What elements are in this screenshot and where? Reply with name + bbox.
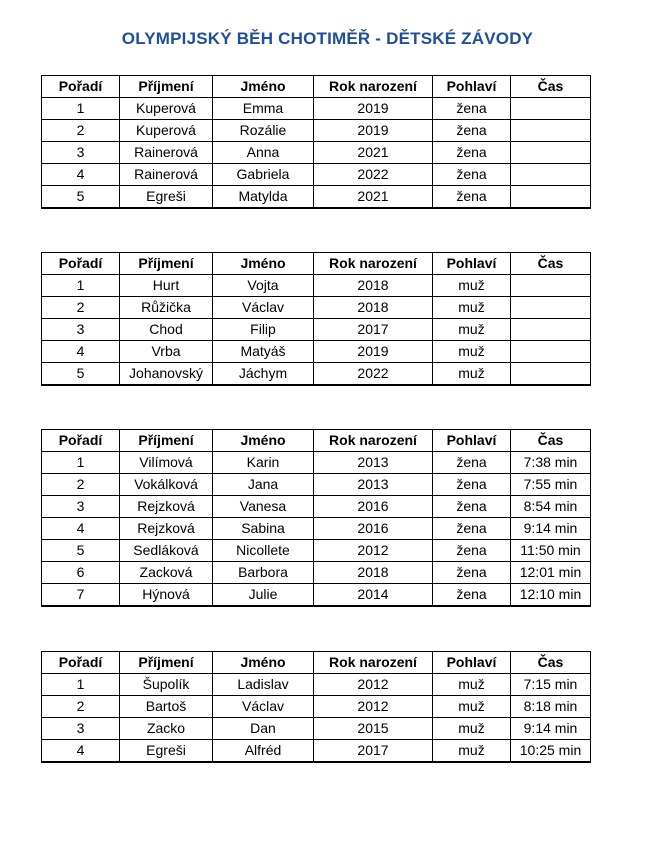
cell-time: 9:14 min [511, 518, 591, 540]
cell-gender: žena [433, 452, 511, 474]
table-row [42, 275, 591, 297]
cell-first-name: Václav [213, 696, 314, 718]
table-row [42, 584, 591, 607]
table-row [42, 186, 591, 209]
cell-time [511, 164, 591, 186]
cell-first-name: Matylda [213, 186, 314, 209]
cell-time [511, 142, 591, 164]
cell-time: 7:15 min [511, 674, 591, 696]
cell-gender: žena [433, 164, 511, 186]
table-row [42, 363, 591, 386]
cell-surname: Chod [120, 319, 213, 341]
table-row [42, 674, 591, 696]
cell-first-name: Jáchym [213, 363, 314, 386]
cell-first-name: Karin [213, 452, 314, 474]
cell-birth-year: 2021 [314, 142, 433, 164]
column-header-time: Čas [511, 253, 591, 275]
cell-time: 8:54 min [511, 496, 591, 518]
cell-rank: 4 [42, 518, 120, 540]
table-row [42, 297, 591, 319]
column-header-first-name: Jméno [213, 652, 314, 674]
column-header-birth-year: Rok narození [314, 430, 433, 452]
table-row [42, 518, 591, 540]
table-row [42, 341, 591, 363]
cell-birth-year: 2018 [314, 275, 433, 297]
column-header-rank: Pořadí [42, 253, 120, 275]
column-header-first-name: Jméno [213, 253, 314, 275]
header-row [42, 430, 591, 452]
cell-time: 9:14 min [511, 718, 591, 740]
cell-rank: 4 [42, 164, 120, 186]
cell-first-name: Barbora [213, 562, 314, 584]
cell-time: 11:50 min [511, 540, 591, 562]
cell-time [511, 363, 591, 386]
cell-surname: Rejzková [120, 518, 213, 540]
table-row [42, 98, 591, 120]
cell-rank: 4 [42, 740, 120, 763]
cell-rank: 1 [42, 275, 120, 297]
column-header-surname: Příjmení [120, 430, 213, 452]
table-row [42, 164, 591, 186]
cell-gender: žena [433, 518, 511, 540]
header-row [42, 76, 591, 98]
cell-time [511, 98, 591, 120]
cell-first-name: Emma [213, 98, 314, 120]
cell-surname: Johanovský [120, 363, 213, 386]
cell-gender: muž [433, 718, 511, 740]
cell-first-name: Nicollete [213, 540, 314, 562]
cell-first-name: Alfréd [213, 740, 314, 763]
column-header-time: Čas [511, 430, 591, 452]
cell-rank: 5 [42, 540, 120, 562]
table-row [42, 319, 591, 341]
column-header-surname: Příjmení [120, 76, 213, 98]
column-header-rank: Pořadí [42, 652, 120, 674]
cell-birth-year: 2013 [314, 452, 433, 474]
column-header-surname: Příjmení [120, 253, 213, 275]
column-header-gender: Pohlaví [433, 253, 511, 275]
cell-birth-year: 2022 [314, 363, 433, 386]
cell-surname: Hýnová [120, 584, 213, 607]
table-row [42, 718, 591, 740]
column-header-surname: Příjmení [120, 652, 213, 674]
column-header-birth-year: Rok narození [314, 253, 433, 275]
table-row [42, 142, 591, 164]
cell-birth-year: 2012 [314, 674, 433, 696]
page-title: OLYMPIJSKÝ BĚH CHOTIMĚŘ - DĚTSKÉ ZÁVODY [121, 29, 534, 48]
cell-gender: muž [433, 341, 511, 363]
cell-gender: žena [433, 142, 511, 164]
cell-gender: muž [433, 740, 511, 763]
cell-surname: Rejzková [120, 496, 213, 518]
cell-first-name: Julie [213, 584, 314, 607]
cell-first-name: Sabina [213, 518, 314, 540]
cell-gender: muž [433, 297, 511, 319]
cell-gender: muž [433, 319, 511, 341]
cell-birth-year: 2018 [314, 297, 433, 319]
cell-first-name: Gabriela [213, 164, 314, 186]
cell-surname: Kuperová [120, 120, 213, 142]
cell-birth-year: 2019 [314, 120, 433, 142]
cell-surname: Zacková [120, 562, 213, 584]
column-header-birth-year: Rok narození [314, 652, 433, 674]
cell-birth-year: 2012 [314, 540, 433, 562]
cell-rank: 2 [42, 474, 120, 496]
cell-rank: 2 [42, 297, 120, 319]
results-table-boys-younger [41, 252, 591, 386]
cell-surname: Rainerová [120, 142, 213, 164]
cell-first-name: Matyáš [213, 341, 314, 363]
cell-first-name: Rozálie [213, 120, 314, 142]
cell-surname: Šupolík [120, 674, 213, 696]
cell-gender: žena [433, 540, 511, 562]
table-row [42, 452, 591, 474]
cell-gender: žena [433, 496, 511, 518]
table-row [42, 120, 591, 142]
header-row [42, 253, 591, 275]
column-header-time: Čas [511, 76, 591, 98]
cell-time: 10:25 min [511, 740, 591, 763]
cell-birth-year: 2016 [314, 518, 433, 540]
cell-surname: Růžička [120, 297, 213, 319]
table-row [42, 540, 591, 562]
cell-rank: 1 [42, 452, 120, 474]
cell-surname: Rainerová [120, 164, 213, 186]
cell-rank: 1 [42, 674, 120, 696]
column-header-rank: Pořadí [42, 76, 120, 98]
cell-time: 7:38 min [511, 452, 591, 474]
cell-birth-year: 2015 [314, 718, 433, 740]
cell-gender: muž [433, 696, 511, 718]
cell-first-name: Vojta [213, 275, 314, 297]
cell-gender: žena [433, 562, 511, 584]
cell-time: 7:55 min [511, 474, 591, 496]
cell-birth-year: 2012 [314, 696, 433, 718]
cell-surname: Egreši [120, 740, 213, 763]
cell-surname: Hurt [120, 275, 213, 297]
column-header-gender: Pohlaví [433, 652, 511, 674]
column-header-gender: Pohlaví [433, 76, 511, 98]
cell-gender: žena [433, 120, 511, 142]
cell-time [511, 297, 591, 319]
cell-birth-year: 2017 [314, 319, 433, 341]
cell-rank: 2 [42, 120, 120, 142]
cell-surname: Kuperová [120, 98, 213, 120]
cell-time [511, 319, 591, 341]
table-row [42, 696, 591, 718]
cell-birth-year: 2019 [314, 98, 433, 120]
column-header-birth-year: Rok narození [314, 76, 433, 98]
cell-birth-year: 2022 [314, 164, 433, 186]
cell-gender: žena [433, 474, 511, 496]
cell-surname: Egreši [120, 186, 213, 209]
cell-surname: Vokálková [120, 474, 213, 496]
cell-first-name: Václav [213, 297, 314, 319]
cell-time: 8:18 min [511, 696, 591, 718]
cell-rank: 3 [42, 496, 120, 518]
cell-gender: muž [433, 363, 511, 386]
cell-first-name: Anna [213, 142, 314, 164]
cell-time: 12:10 min [511, 584, 591, 607]
table-row [42, 740, 591, 763]
cell-gender: muž [433, 674, 511, 696]
cell-time: 12:01 min [511, 562, 591, 584]
cell-gender: žena [433, 186, 511, 209]
cell-birth-year: 2014 [314, 584, 433, 607]
cell-surname: Vrba [120, 341, 213, 363]
cell-first-name: Filip [213, 319, 314, 341]
cell-birth-year: 2017 [314, 740, 433, 763]
results-table-girls-younger [41, 75, 591, 209]
column-header-time: Čas [511, 652, 591, 674]
cell-birth-year: 2016 [314, 496, 433, 518]
cell-time [511, 120, 591, 142]
cell-birth-year: 2018 [314, 562, 433, 584]
results-table-girls-older [41, 429, 591, 607]
cell-time [511, 341, 591, 363]
cell-gender: žena [433, 584, 511, 607]
table-row [42, 474, 591, 496]
cell-surname: Bartoš [120, 696, 213, 718]
cell-first-name: Dan [213, 718, 314, 740]
column-header-first-name: Jméno [213, 76, 314, 98]
cell-rank: 5 [42, 186, 120, 209]
cell-rank: 3 [42, 319, 120, 341]
cell-time [511, 275, 591, 297]
cell-rank: 1 [42, 98, 120, 120]
cell-first-name: Jana [213, 474, 314, 496]
table-row [42, 496, 591, 518]
cell-gender: muž [433, 275, 511, 297]
cell-first-name: Ladislav [213, 674, 314, 696]
column-header-gender: Pohlaví [433, 430, 511, 452]
column-header-rank: Pořadí [42, 430, 120, 452]
cell-first-name: Vanesa [213, 496, 314, 518]
cell-rank: 7 [42, 584, 120, 607]
cell-rank: 4 [42, 341, 120, 363]
column-header-first-name: Jméno [213, 430, 314, 452]
cell-birth-year: 2021 [314, 186, 433, 209]
cell-surname: Zacko [120, 718, 213, 740]
cell-birth-year: 2019 [314, 341, 433, 363]
results-table-boys-older [41, 651, 591, 763]
cell-surname: Vilímová [120, 452, 213, 474]
cell-rank: 3 [42, 718, 120, 740]
cell-rank: 5 [42, 363, 120, 386]
cell-rank: 2 [42, 696, 120, 718]
cell-rank: 6 [42, 562, 120, 584]
cell-surname: Sedláková [120, 540, 213, 562]
cell-birth-year: 2013 [314, 474, 433, 496]
cell-time [511, 186, 591, 209]
cell-gender: žena [433, 98, 511, 120]
table-row [42, 562, 591, 584]
cell-rank: 3 [42, 142, 120, 164]
header-row [42, 652, 591, 674]
